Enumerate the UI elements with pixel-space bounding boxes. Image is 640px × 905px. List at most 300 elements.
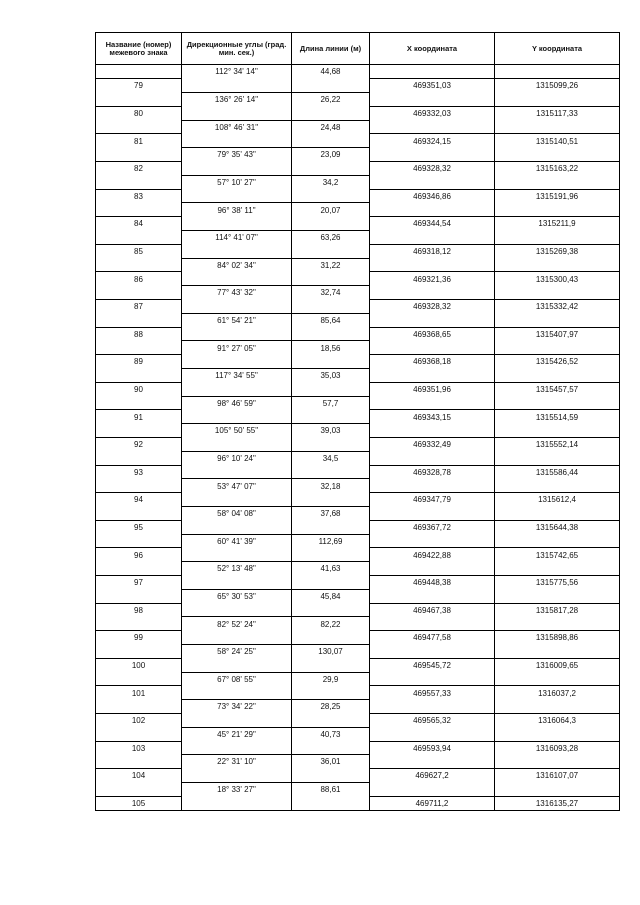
cell-angle (182, 603, 292, 617)
cell-angle: 58° 24' 25" (182, 644, 292, 658)
segment-row (96, 369, 620, 383)
cell-length (292, 631, 370, 645)
point-row (96, 603, 620, 617)
cell-y (495, 93, 620, 107)
cell-length (292, 355, 370, 369)
cell-length: 29,9 (292, 672, 370, 686)
cell-angle: 96° 38' 11" (182, 203, 292, 217)
cell-x (370, 396, 495, 410)
cell-length: 35,03 (292, 369, 370, 383)
cell-y: 1315552,14 (495, 438, 620, 452)
cell-name (96, 120, 182, 134)
cell-x (370, 755, 495, 769)
segment-row (96, 65, 620, 79)
cell-angle: 82° 52' 24" (182, 617, 292, 631)
cell-angle: 67° 08' 55" (182, 672, 292, 686)
cell-length: 23,09 (292, 148, 370, 162)
point-row (96, 217, 620, 231)
cell-angle (182, 520, 292, 534)
cell-y: 1315269,38 (495, 244, 620, 258)
segment-row (96, 727, 620, 741)
cell-length: 31,22 (292, 258, 370, 272)
cell-y (495, 175, 620, 189)
cell-length (292, 300, 370, 314)
cell-x: 469627,2 (370, 769, 495, 783)
cell-length: 88,61 (292, 782, 370, 796)
cell-x (370, 65, 495, 79)
cell-name (96, 644, 182, 658)
cell-angle (182, 162, 292, 176)
cell-name: 86 (96, 272, 182, 286)
cell-length (292, 575, 370, 589)
cell-length: 36,01 (292, 755, 370, 769)
cell-name: 102 (96, 713, 182, 727)
cell-y (495, 231, 620, 245)
point-row (96, 741, 620, 755)
cell-name: 83 (96, 189, 182, 203)
cell-x (370, 175, 495, 189)
segment-row (96, 451, 620, 465)
cell-x: 469368,65 (370, 327, 495, 341)
cell-length (292, 520, 370, 534)
point-row (96, 465, 620, 479)
boundary-points-table (95, 32, 620, 811)
cell-angle: 52° 13' 48" (182, 562, 292, 576)
cell-length: 32,74 (292, 286, 370, 300)
segment-row (96, 396, 620, 410)
cell-angle: 65° 30' 53" (182, 589, 292, 603)
cell-name (96, 148, 182, 162)
cell-x (370, 203, 495, 217)
cell-length: 37,68 (292, 507, 370, 521)
cell-name: 100 (96, 658, 182, 672)
cell-angle (182, 382, 292, 396)
cell-name: 87 (96, 300, 182, 314)
cell-length: 20,07 (292, 203, 370, 217)
cell-y: 1315586,44 (495, 465, 620, 479)
cell-length: 41,63 (292, 562, 370, 576)
cell-angle (182, 741, 292, 755)
cell-x (370, 231, 495, 245)
cell-length: 44,68 (292, 65, 370, 79)
cell-angle (182, 134, 292, 148)
cell-x: 469368,18 (370, 355, 495, 369)
cell-length (292, 162, 370, 176)
cell-x (370, 644, 495, 658)
cell-y (495, 617, 620, 631)
cell-x: 469477,58 (370, 631, 495, 645)
cell-x (370, 424, 495, 438)
cell-angle: 114° 41' 07" (182, 231, 292, 245)
cell-angle (182, 493, 292, 507)
cell-length (292, 769, 370, 783)
cell-angle: 77° 43' 32" (182, 286, 292, 300)
cell-y (495, 644, 620, 658)
cell-angle (182, 658, 292, 672)
segment-row (96, 148, 620, 162)
cell-y: 1315163,22 (495, 162, 620, 176)
cell-angle: 53° 47' 07" (182, 479, 292, 493)
cell-length (292, 548, 370, 562)
cell-name: 96 (96, 548, 182, 562)
cell-x (370, 258, 495, 272)
cell-y: 1315898,86 (495, 631, 620, 645)
cell-angle (182, 189, 292, 203)
cell-x: 469545,72 (370, 658, 495, 672)
cell-name (96, 451, 182, 465)
cell-y (495, 286, 620, 300)
cell-length: 28,25 (292, 700, 370, 714)
cell-name: 103 (96, 741, 182, 755)
point-row (96, 134, 620, 148)
cell-x: 469324,15 (370, 134, 495, 148)
cell-name: 104 (96, 769, 182, 783)
cell-angle (182, 631, 292, 645)
cell-length (292, 244, 370, 258)
cell-name: 88 (96, 327, 182, 341)
point-row (96, 520, 620, 534)
cell-length: 34,5 (292, 451, 370, 465)
cell-name (96, 175, 182, 189)
cell-y (495, 258, 620, 272)
cell-length: 112,69 (292, 534, 370, 548)
cell-y (495, 589, 620, 603)
point-row (96, 244, 620, 258)
cell-angle (182, 244, 292, 258)
cell-angle (182, 79, 292, 93)
cell-x (370, 120, 495, 134)
cell-angle: 112° 34' 14" (182, 65, 292, 79)
cell-y: 1316009,65 (495, 658, 620, 672)
cell-length (292, 217, 370, 231)
point-row (96, 300, 620, 314)
cell-x (370, 341, 495, 355)
cell-name: 82 (96, 162, 182, 176)
cell-name (96, 782, 182, 796)
segment-row (96, 782, 620, 796)
cell-y: 1315300,43 (495, 272, 620, 286)
point-row (96, 272, 620, 286)
header-name: Название (номер) межевого знака (96, 33, 182, 65)
cell-name: 79 (96, 79, 182, 93)
cell-x (370, 534, 495, 548)
header-x: X координата (370, 33, 495, 65)
cell-y (495, 672, 620, 686)
cell-x (370, 286, 495, 300)
cell-length (292, 796, 370, 810)
cell-name: 98 (96, 603, 182, 617)
cell-y: 1315514,59 (495, 410, 620, 424)
cell-name: 80 (96, 106, 182, 120)
cell-x: 469467,38 (370, 603, 495, 617)
cell-length: 39,03 (292, 424, 370, 438)
cell-angle (182, 713, 292, 727)
cell-name (96, 286, 182, 300)
cell-x: 469448,38 (370, 575, 495, 589)
cell-x: 469351,03 (370, 79, 495, 93)
cell-y (495, 396, 620, 410)
cell-y: 1316107,07 (495, 769, 620, 783)
cell-length (292, 493, 370, 507)
cell-name (96, 479, 182, 493)
cell-name (96, 93, 182, 107)
cell-angle: 57° 10' 27" (182, 175, 292, 189)
cell-x (370, 148, 495, 162)
cell-angle: 96° 10' 24" (182, 451, 292, 465)
point-row (96, 493, 620, 507)
cell-angle (182, 272, 292, 286)
cell-x: 469347,79 (370, 493, 495, 507)
cell-x: 469328,32 (370, 162, 495, 176)
cell-y: 1316037,2 (495, 686, 620, 700)
cell-length (292, 713, 370, 727)
cell-length: 34,2 (292, 175, 370, 189)
point-row (96, 327, 620, 341)
cell-angle (182, 548, 292, 562)
cell-y: 1315117,33 (495, 106, 620, 120)
cell-angle: 105° 50' 55" (182, 424, 292, 438)
header-length: Длина линии (м) (292, 33, 370, 65)
cell-angle (182, 465, 292, 479)
cell-y (495, 424, 620, 438)
cell-name (96, 65, 182, 79)
point-row (96, 631, 620, 645)
cell-x: 469711,2 (370, 796, 495, 810)
segment-row (96, 341, 620, 355)
cell-name: 95 (96, 520, 182, 534)
point-row (96, 162, 620, 176)
cell-length (292, 79, 370, 93)
cell-y: 1315191,96 (495, 189, 620, 203)
cell-y (495, 148, 620, 162)
cell-y (495, 120, 620, 134)
cell-angle: 98° 46' 59" (182, 396, 292, 410)
cell-y (495, 479, 620, 493)
cell-length (292, 134, 370, 148)
cell-angle (182, 438, 292, 452)
cell-name (96, 507, 182, 521)
cell-length: 32,18 (292, 479, 370, 493)
cell-angle (182, 769, 292, 783)
cell-x (370, 451, 495, 465)
cell-name (96, 700, 182, 714)
cell-y: 1316135,27 (495, 796, 620, 810)
cell-y (495, 755, 620, 769)
cell-angle (182, 575, 292, 589)
point-row (96, 410, 620, 424)
cell-y: 1315742,65 (495, 548, 620, 562)
segment-row (96, 203, 620, 217)
cell-name (96, 313, 182, 327)
cell-y (495, 700, 620, 714)
cell-angle: 60° 41' 39" (182, 534, 292, 548)
cell-length: 26,22 (292, 93, 370, 107)
cell-name: 92 (96, 438, 182, 452)
cell-angle (182, 327, 292, 341)
cell-angle: 18° 33' 27" (182, 782, 292, 796)
table-header (96, 33, 620, 65)
cell-length (292, 327, 370, 341)
segment-row (96, 700, 620, 714)
cell-length (292, 106, 370, 120)
segment-row (96, 313, 620, 327)
cell-name: 101 (96, 686, 182, 700)
segment-row (96, 93, 620, 107)
point-row (96, 713, 620, 727)
cell-length: 24,48 (292, 120, 370, 134)
cell-x (370, 617, 495, 631)
cell-x: 469351,96 (370, 382, 495, 396)
cell-length (292, 410, 370, 424)
cell-y (495, 562, 620, 576)
point-row (96, 686, 620, 700)
cell-angle: 91° 27' 05" (182, 341, 292, 355)
cell-x: 469422,88 (370, 548, 495, 562)
cell-name: 81 (96, 134, 182, 148)
cell-angle (182, 796, 292, 810)
cell-x: 469332,03 (370, 106, 495, 120)
cell-angle: 73° 34' 22" (182, 700, 292, 714)
cell-name (96, 203, 182, 217)
header-angle: Дирекционные углы (град. мин. сек.) (182, 33, 292, 65)
cell-y (495, 65, 620, 79)
cell-x: 469321,36 (370, 272, 495, 286)
segment-row (96, 258, 620, 272)
cell-x (370, 369, 495, 383)
segment-row (96, 534, 620, 548)
cell-y (495, 534, 620, 548)
cell-length: 57,7 (292, 396, 370, 410)
cell-x (370, 700, 495, 714)
cell-name (96, 562, 182, 576)
cell-name: 89 (96, 355, 182, 369)
cell-name (96, 727, 182, 741)
segment-row (96, 672, 620, 686)
cell-name: 91 (96, 410, 182, 424)
segment-row (96, 120, 620, 134)
cell-angle: 58° 04' 08" (182, 507, 292, 521)
cell-name (96, 534, 182, 548)
cell-angle (182, 355, 292, 369)
cell-y (495, 203, 620, 217)
cell-angle: 45° 21' 29" (182, 727, 292, 741)
cell-length: 85,64 (292, 313, 370, 327)
segment-row (96, 424, 620, 438)
cell-y (495, 782, 620, 796)
point-row (96, 382, 620, 396)
cell-angle (182, 686, 292, 700)
cell-angle (182, 300, 292, 314)
cell-x: 469328,78 (370, 465, 495, 479)
segment-row (96, 644, 620, 658)
cell-y (495, 369, 620, 383)
cell-x: 469367,72 (370, 520, 495, 534)
cell-name: 85 (96, 244, 182, 258)
cell-length: 45,84 (292, 589, 370, 603)
point-row (96, 796, 620, 810)
cell-y: 1315612,4 (495, 493, 620, 507)
cell-name: 84 (96, 217, 182, 231)
cell-length (292, 272, 370, 286)
cell-angle: 108° 46' 31" (182, 120, 292, 134)
cell-y: 1316064,3 (495, 713, 620, 727)
cell-angle (182, 410, 292, 424)
cell-length (292, 382, 370, 396)
segment-row (96, 231, 620, 245)
cell-y (495, 341, 620, 355)
table-body (96, 65, 620, 811)
cell-x (370, 672, 495, 686)
cell-y (495, 507, 620, 521)
segment-row (96, 286, 620, 300)
cell-length (292, 438, 370, 452)
cell-name (96, 258, 182, 272)
segment-row (96, 507, 620, 521)
cell-angle: 22° 31' 10" (182, 755, 292, 769)
cell-name: 99 (96, 631, 182, 645)
cell-y (495, 451, 620, 465)
cell-length: 130,07 (292, 644, 370, 658)
cell-x (370, 479, 495, 493)
cell-angle: 61° 54' 21" (182, 313, 292, 327)
cell-angle: 79° 35' 43" (182, 148, 292, 162)
point-row (96, 438, 620, 452)
cell-name (96, 341, 182, 355)
cell-y: 1315457,57 (495, 382, 620, 396)
cell-y: 1315211,9 (495, 217, 620, 231)
segment-row (96, 175, 620, 189)
cell-x (370, 727, 495, 741)
cell-name: 94 (96, 493, 182, 507)
point-row (96, 79, 620, 93)
cell-angle (182, 217, 292, 231)
cell-length: 82,22 (292, 617, 370, 631)
cell-length (292, 686, 370, 700)
cell-y (495, 727, 620, 741)
cell-x: 469318,12 (370, 244, 495, 258)
cell-y: 1316093,28 (495, 741, 620, 755)
cell-length: 18,56 (292, 341, 370, 355)
cell-name (96, 617, 182, 631)
cell-y: 1315426,52 (495, 355, 620, 369)
segment-row (96, 617, 620, 631)
cell-length (292, 603, 370, 617)
cell-length (292, 658, 370, 672)
cell-y: 1315332,42 (495, 300, 620, 314)
cell-name (96, 672, 182, 686)
cell-y: 1315099,26 (495, 79, 620, 93)
point-row (96, 575, 620, 589)
cell-x (370, 313, 495, 327)
cell-name (96, 755, 182, 769)
cell-x: 469332,49 (370, 438, 495, 452)
point-row (96, 355, 620, 369)
cell-length: 40,73 (292, 727, 370, 741)
cell-length: 63,26 (292, 231, 370, 245)
cell-y: 1315140,51 (495, 134, 620, 148)
cell-y: 1315775,56 (495, 575, 620, 589)
cell-length (292, 465, 370, 479)
header-y: Y координата (495, 33, 620, 65)
cell-name (96, 424, 182, 438)
cell-x: 469346,86 (370, 189, 495, 203)
cell-x: 469344,54 (370, 217, 495, 231)
cell-x (370, 562, 495, 576)
cell-length (292, 189, 370, 203)
segment-row (96, 562, 620, 576)
cell-y (495, 313, 620, 327)
cell-y: 1315407,97 (495, 327, 620, 341)
